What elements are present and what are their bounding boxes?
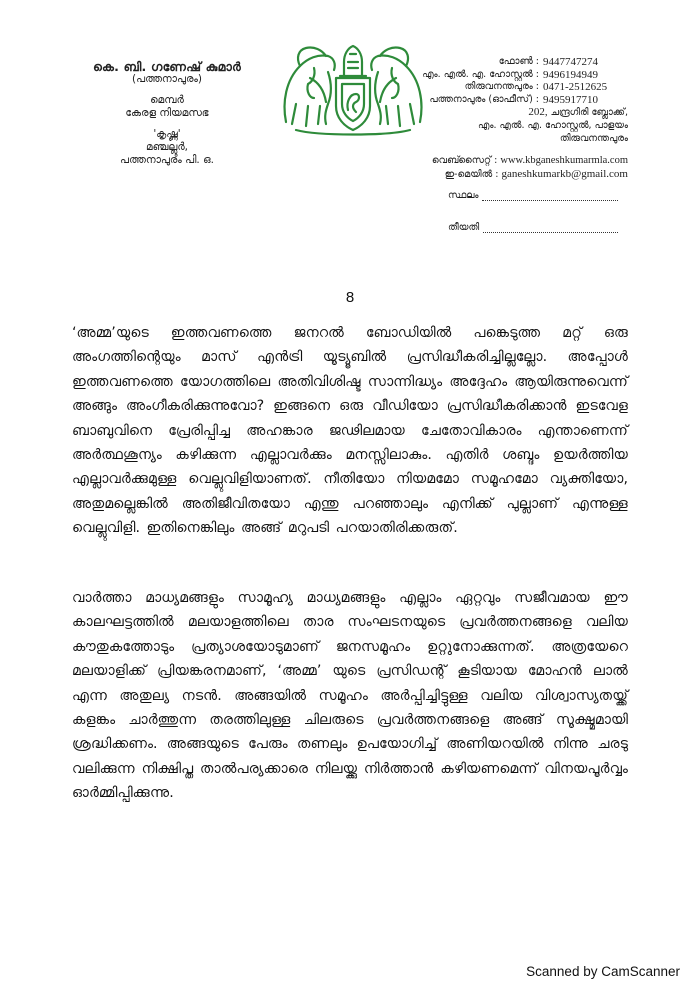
phone-label: ഫോൺ : [498, 56, 539, 67]
contact-block [418, 56, 628, 181]
page-number: 8 [345, 289, 355, 306]
address-line-2: എം. എൽ. എ. ഹോസ്റ്റൽ, പാളയം [478, 119, 628, 131]
address-block: ചന്ദ്രഗിരി ബ്ലോക്ക്, [550, 107, 628, 119]
website-row [418, 155, 628, 168]
date-dotted-line [483, 222, 618, 233]
office-value: 9495917710 [543, 93, 598, 106]
date-label: തീയതി [448, 222, 480, 233]
tvm-label: തിരുവനന്തപുരം : [464, 81, 539, 93]
mla-hostel-label: എം. എൽ. എ. ഹോസ്റ്റൽ : [422, 68, 539, 80]
scanner-watermark: Scanned by CamScanner [526, 964, 680, 979]
website-value: www.kbganeshkumarmla.com [500, 155, 628, 167]
email-row [418, 168, 628, 182]
website-label: വെബ്സൈറ്റ് : [431, 155, 498, 167]
sender-place: മഞ്ചല്ലൂർ, [145, 141, 189, 153]
tvm-row [418, 81, 628, 94]
email-label: ഇ-മെയിൽ : [444, 168, 499, 180]
sender-role: മെമ്പർ [150, 94, 184, 106]
address-number: 202, [528, 106, 548, 119]
office-label: പത്തനാപുരം (ഓഫീസ്) : [429, 93, 539, 105]
place-field [448, 190, 618, 201]
sender-post: പത്തനാപുരം പി. ഒ. [120, 154, 214, 166]
email-value: ganeshkumarkb@gmail.com [501, 167, 628, 180]
body-paragraph-1: ‘അമ്മ’യുടെ ഇത്തവണത്തെ ജനറൽ ബോഡിയിൽ പങ്കെടുത്ത മറ്റ് ഒരു അംഗത്തിന്റെയും മാസ് എന്‍ട്രി യൂട്യൂബിൽ പ്രസിദ്ധീകരിച്ചില്ലല്ലോ. അപ്പോൾ ഇത്തവണത്തെ യോഗത്തിലെ അതിവിശിഷ്ട സാന്നിദ്ധ്യം അദ്ദേഹം ആയിരുന്നുവെന്ന് അങ്ങും അംഗീകരിക്കുന്നുവോ? ഇങ്ങനെ ഒരു വീഡിയോ പ്രസിദ്ധീകരിക്കാൻ ഇടവേള ബാബുവിനെ പ്രേരിപ്പിച്ച അഹങ്കാര ജഢിലമായ ചേതോവികാരം എന്താണെന്ന് അർത്ഥശൂന്യം കഴിക്കുന്ന എല്ലാവർക്കും മനസ്സിലാകും. എതിർ ശബ്ദം ഉയർത്തിയ എല്ലാവർക്കുമുള്ള വെല്ലുവിളിയാണത്. നീതിയോ നിയമമോ സമൂഹമോ വ്യക്തിയോ, അതുമല്ലെങ്കിൽ അതിജീവിതയോ എന്തു പറഞ്ഞാലും എനിക്ക് പുല്ലാണ് എന്നുള്ള വെല്ലുവിളി. ഇതിനെങ്കിലും അങ്ങ് മറുപടി പറയാതിരിക്കരുത്. [72, 325, 628, 537]
mla-hostel-row [418, 69, 628, 82]
mla-hostel-value: 9496194949 [543, 68, 598, 81]
address-line-3: തിരുവനന്തപുരം [559, 132, 628, 144]
kerala-state-emblem-icon [278, 32, 428, 140]
place-label: സ്ഥലം [448, 190, 479, 201]
date-field [448, 222, 618, 233]
sender-home-name: 'കൃഷ്ണ' [153, 128, 181, 140]
place-dotted-line [482, 190, 618, 201]
sender-block [72, 60, 262, 167]
phone-row [418, 56, 628, 69]
phone-value: 9447747274 [543, 56, 598, 68]
body-paragraph-2: വാർത്താ മാധ്യമങ്ങളും സാമൂഹ്യ മാധ്യമങ്ങളും എല്ലാം ഏറ്റവും സജീവമായ ഈ കാലഘട്ടത്തിൽ മലയാളത്തിലെ താര സംഘടനയുടെ പ്രവർത്തനങ്ങളെ വലിയ കൗതുകത്തോടും പ്രത്യാശയോടുമാണ് ജനസമൂഹം ഉറ്റുനോക്കുന്നത്. അത്രയേറെ മലയാളിക്ക് പ്രിയങ്കരനമാണ്, ‘അമ്മ’ യുടെ പ്രസിഡന്റ് കൂടിയായ മോഹൻ ലാൽ എന്ന അതുല്യ നടൻ. അങ്ങയിൽ സമൂഹം അർപ്പിച്ചിട്ടുള്ള വലിയ വിശ്വാസ്യതയ്ക്ക് കളങ്കം ചാർത്തുന്ന തരത്തിലുള്ള ചിലരുടെ പ്രവർത്തനങ്ങളെ അങ്ങ് സൂക്ഷ്മമായി ശ്രദ്ധിക്കണം. അങ്ങയുടെ പേരും തണലും ഉപയോഗിച്ച് അണിയറയിൽ നിന്നു ചരടു വലിക്കുന്ന നിക്ഷിപ്ത താൽപര്യക്കാരെ നിലയ്ക്കു നിർത്താൻ കഴിയണമെന്ന് വിനയപൂർവ്വം ഓർമ്മിപ്പിക്കുന്നു. [72, 590, 628, 802]
sender-name: കെ. ബി. ഗണേഷ് കുമാർ [93, 59, 241, 74]
sender-constituency: (പത്തനാപുരം) [132, 73, 202, 85]
office-row [418, 94, 628, 107]
tvm-value: 0471-2512625 [543, 81, 608, 94]
address-line-1 [418, 106, 628, 120]
sender-house: കേരള നിയമസഭ [125, 107, 209, 119]
